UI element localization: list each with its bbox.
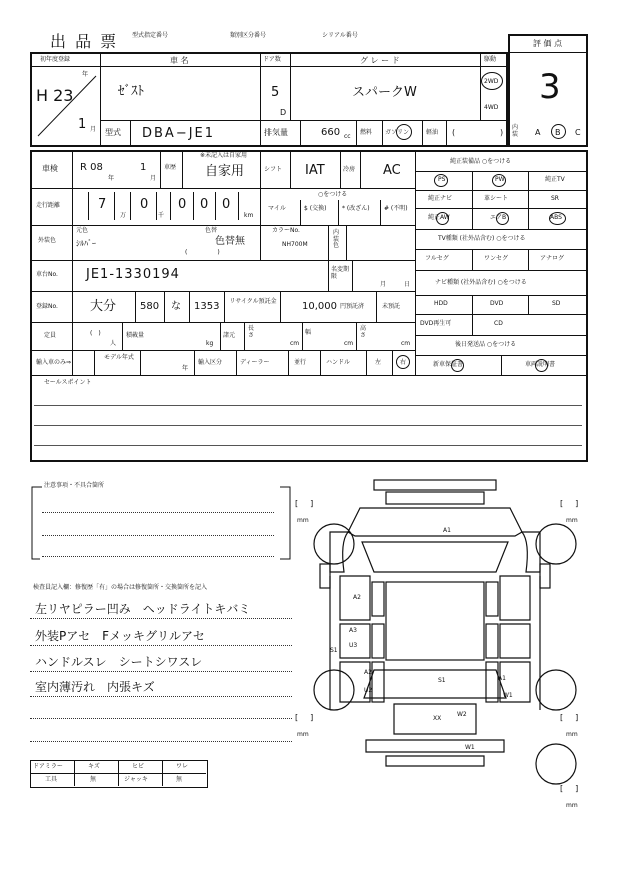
interior-b-circle [551, 124, 566, 139]
sales-point-label: セールスポイント [44, 379, 92, 386]
handle-right: 右 [400, 359, 407, 366]
registration-area: 大分 [90, 299, 117, 314]
tire-bracket-fr: [] [560, 499, 591, 508]
model-type-value: DBA−JE1 [142, 126, 216, 141]
drive-4wd: 4WD [484, 104, 499, 111]
mileage-mile-option: マイル [268, 205, 286, 212]
damage-mark: A1 [443, 527, 451, 534]
damage-mark: W2 [457, 711, 467, 718]
equip-airbag: エアB [490, 214, 507, 221]
equip-pw: PW [495, 176, 505, 183]
displacement-label: 排気量 [264, 128, 288, 137]
registration-class: 580 [140, 301, 160, 312]
color-code-value: NH700M [282, 241, 308, 248]
shift-label: シフト [264, 166, 283, 173]
handle-right-circle [396, 355, 410, 369]
shift-value: IAT [305, 163, 325, 178]
equip-abs-circle [549, 212, 566, 225]
notes-bracket [30, 484, 292, 562]
color-label: 外装色 [38, 237, 57, 244]
tire-bracket-rr: [] [560, 713, 591, 722]
fuel-diesel: 軽油 [426, 129, 439, 136]
doors-value: 5 [271, 85, 280, 100]
category-number-label: 類別区分番号 [230, 32, 267, 39]
mileage-label: 走行距離 [36, 202, 61, 209]
damage-mark: W1 [503, 692, 513, 699]
inspection-value: R 08 [80, 162, 103, 173]
equipment-header: 純正装備品 ○をつける [450, 158, 512, 165]
note-line-2: 外装Pアセ Fメッキグリルアセ [35, 629, 205, 643]
ac-label: 冷房 [343, 166, 356, 173]
drive-label: 駆動 [484, 56, 497, 63]
drive-2wd-circle [481, 72, 503, 90]
damage-mark: XX [433, 715, 442, 722]
recycle-value: 10,000 [302, 301, 337, 312]
rating-label: 評 価 点 [533, 39, 563, 48]
mileage-digit-5: 0 [222, 197, 231, 212]
equip-pw-circle [492, 174, 506, 187]
mileage-digit-2: 0 [140, 197, 149, 212]
page-title: 出 品 票 [50, 32, 119, 51]
ac-value: AC [383, 163, 401, 178]
grade-value: スパークW [352, 85, 417, 100]
note-line-1: 左リヤピラー凹み ヘッドライトキバミ [35, 602, 251, 616]
damage-mark: A2 [364, 669, 372, 676]
equip-abs: ABS [550, 214, 562, 221]
interior-label: 内装 [512, 124, 519, 138]
capacity-label: 定員 [44, 332, 57, 339]
chassis-label: 車台No. [36, 271, 58, 278]
tire-bracket-fl: [] [295, 499, 326, 508]
equip-airbag-circle [496, 212, 509, 225]
fuel-label: 燃料 [360, 129, 373, 136]
equip-aw: 純正AW [428, 214, 450, 221]
history-label: 車歴 [164, 164, 177, 171]
first-registration-label: 初年度登録 [40, 56, 71, 63]
displacement-value: 660 [321, 127, 341, 138]
history-value: 自家用 [205, 164, 245, 179]
repaint-value: 色替無 [215, 236, 245, 247]
after-warranty-circle [451, 359, 464, 372]
registration-number: 1353 [194, 301, 220, 312]
interior-grade-b: B [555, 128, 561, 137]
equip-aw-circle [436, 212, 449, 225]
registration-label: 登録No. [36, 303, 58, 310]
import-label: 輸入車のみ⇒ [36, 359, 72, 366]
damage-mark: S1 [438, 677, 446, 684]
note-line-3: ハンドルスレ シートシワスレ [35, 655, 203, 669]
rating-value: 3 [539, 67, 561, 107]
registration-month: 1 [78, 117, 87, 132]
equip-ps: PS [438, 176, 446, 183]
chassis-value: JE1-1330194 [86, 267, 180, 282]
damage-mark: U3 [349, 642, 358, 649]
doors-label: ドア数 [263, 56, 281, 63]
equip-ps-circle [434, 174, 448, 187]
type-designation-label: 型式指定番号 [132, 32, 169, 39]
drive-2wd: 2WD [484, 78, 499, 85]
inspector-label: 検査員記入欄：修復歴「有」の場合は修復箇所・交換箇所を記入 [33, 584, 208, 591]
inspection-label: 車検 [42, 164, 58, 173]
grade-label: グ レ ー ド [360, 56, 400, 65]
registration-kana: な [171, 301, 181, 312]
damage-mark: A3 [349, 627, 357, 634]
registration-slash [36, 68, 98, 138]
damage-mark: A1 [498, 675, 506, 682]
mileage-digit-3: 0 [178, 197, 187, 212]
car-name-label: 車 名 [170, 56, 189, 65]
fuel-gasoline: ガソリン [385, 129, 410, 136]
after-manual: 車両説明書 [525, 361, 556, 368]
notes-header: 注意事項・不具合箇所 [44, 482, 105, 489]
after-warranty: 新車保証書 [433, 361, 464, 368]
tire-bracket-spare: [] [560, 784, 591, 793]
car-name-value: ｾﾞｽﾄ [118, 84, 144, 99]
damage-mark: S1 [330, 647, 338, 654]
model-type-label: 型式 [105, 128, 121, 137]
note-line-4: 室内薄汚れ 内張キズ [35, 680, 155, 694]
original-color-value: ｼﾙﾊﾞｰ [76, 239, 96, 248]
after-manual-circle [535, 359, 548, 372]
damage-mark: U2 [364, 687, 373, 694]
tire-bracket-rl: [] [295, 713, 326, 722]
fuel-gasoline-circle [396, 124, 412, 140]
mileage-digit-4: 0 [200, 197, 209, 212]
serial-number-label: シリアル番号 [322, 32, 358, 39]
registration-era: H 23 [36, 86, 74, 105]
car-damage-diagram [300, 472, 590, 812]
damage-mark: W1 [465, 744, 475, 751]
mileage-digit-1: 7 [98, 197, 107, 212]
damage-mark: A2 [353, 594, 361, 601]
